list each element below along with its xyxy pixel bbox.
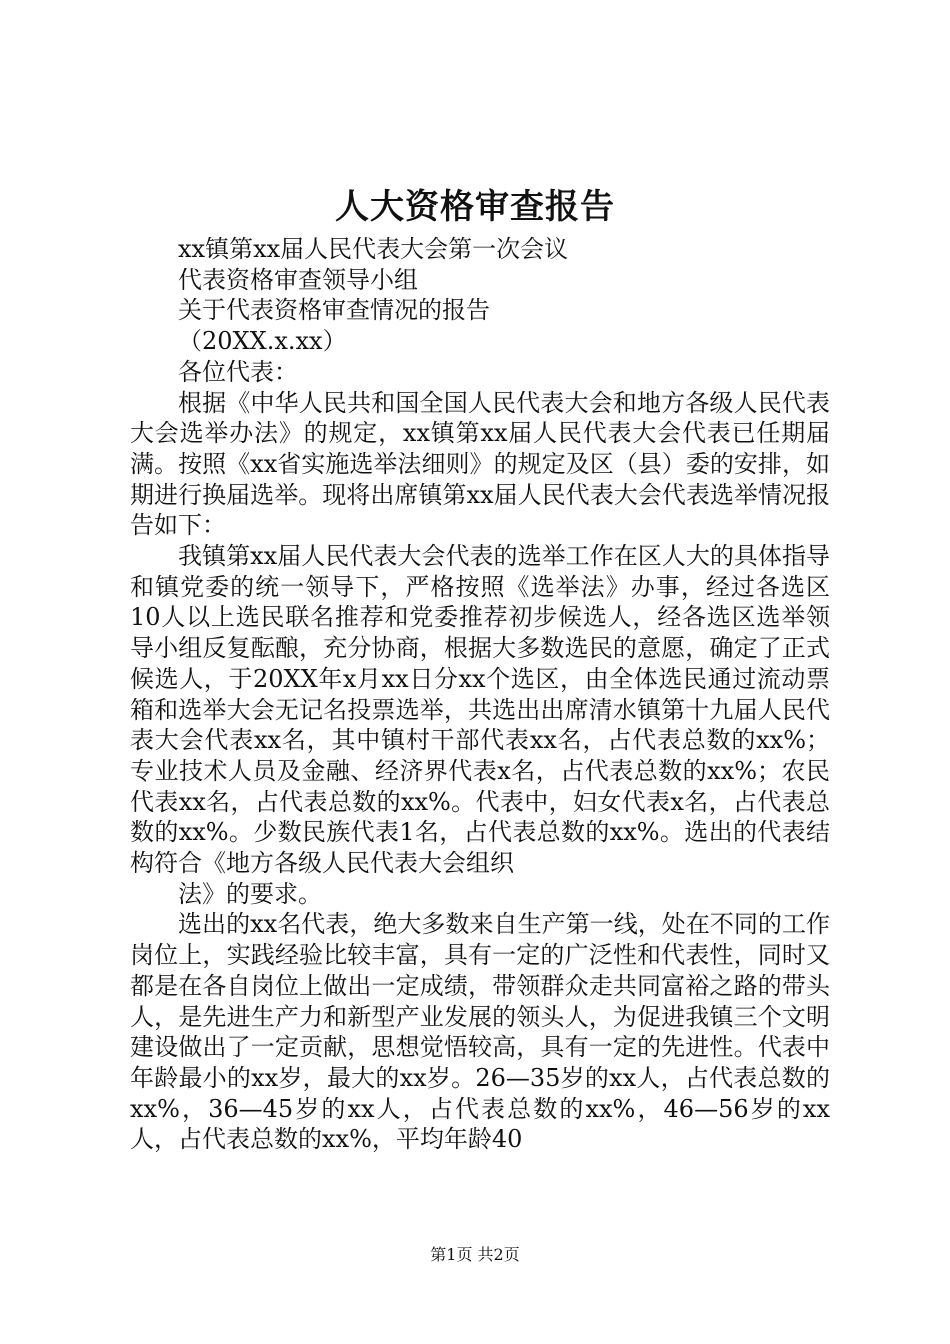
page-footer: 第1页 共2页 [430, 1245, 520, 1264]
body-paragraph: 根据《中华人民共和国全国人民代表大会和地方各级人民代表大会选举办法》的规定，xx镇第xx届人民代表大会代表已任期届满。按照《xx省实施选举法细则》的规定及区（县）委的安排，如期进行换届选举。现将出席镇第xx届人民代表大会代表选举情况报告如下： [130, 388, 830, 540]
meeting-line: xx镇第xx届人民代表大会第一次会议 [178, 235, 569, 263]
group-line: 代表资格审查领导小组 [178, 265, 418, 294]
date-line: （20XX.x.xx） [178, 327, 347, 356]
body-paragraph: 法》的要求。 [178, 879, 322, 908]
report-subject-line: 关于代表资格审查情况的报告 [178, 296, 490, 325]
document-title: 人大资格审查报告 [335, 187, 615, 227]
body-paragraph: 选出的xx名代表，绝大多数来自生产第一线，处在不同的工作岗位上，实践经验比较丰富，具有一定的广泛性和代表性，同时又都是在各自岗位上做出一定成绩，带领群众走共同富裕之路的带头人，是先进生产力和新型产业发展的领头人，为促进我镇三个文明建设做出了一定贡献，思想觉悟较高，具有一定的先进性。代表中年龄最小的xx岁，最大的xx岁。26—35岁的xx人，占代表总数的xx%，36—45岁的xx人，占代表总数的xx%，46—56岁的xx人，占代表总数的xx%，平均年龄40 [130, 910, 830, 1154]
salutation-line: 各位代表： [178, 357, 298, 386]
body-paragraph: 我镇第xx届人民代表大会代表的选举工作在区人大的具体指导和镇党委的统一领导下，严格按照《选举法》办事，经过各选区10人以上选民联名推荐和党委推荐初步候选人，经各选区选举领导小组反复酝酿，充分协商，根据大多数选民的意愿，确定了正式候选人，于20XX年x月xx日分xx个选区，由全体选民通过流动票箱和选举大会无记名投票选举，共选出出席清水镇第十九届人民代表大会代表xx名，其中镇村干部代表xx名，占代表总数的xx%；专业技术人员及金融、经济界代表x名，占代表总数的xx%；农民代表xx名，占代表总数的xx%。代表中，妇女代表x名，占代表总数的xx%。少数民族代表1名，占代表总数的xx%。选出的代表结构符合《地方各级人民代表大会组织 [130, 542, 830, 878]
document-body [130, 234, 830, 1155]
